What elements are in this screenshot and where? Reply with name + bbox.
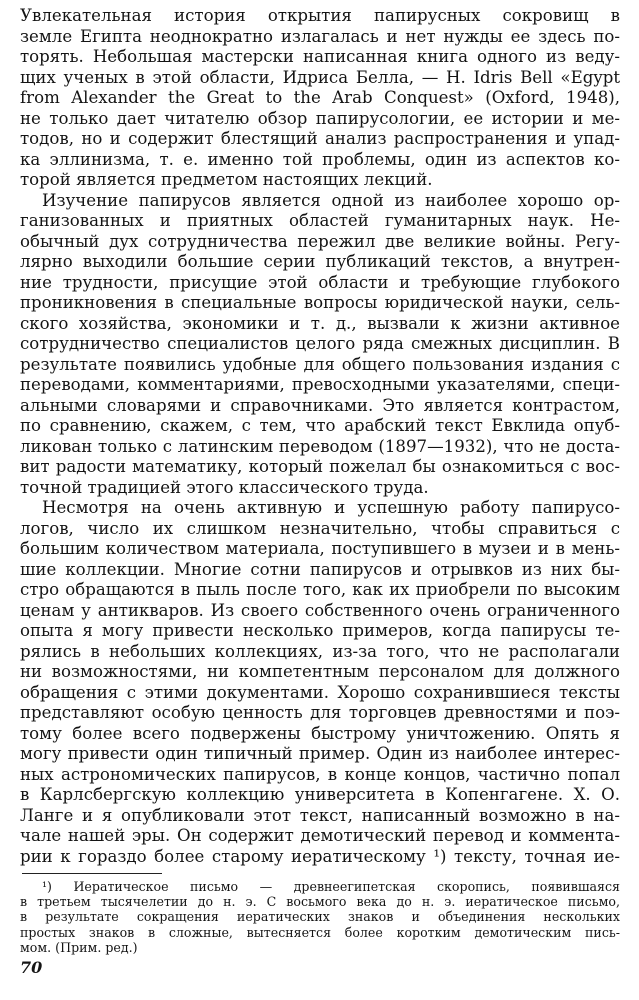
text-line: тому более всего подвержены быстрому уничтожению. Опять я — [20, 723, 620, 743]
text-line: результате появились удобные для общего пользования издания с — [20, 354, 620, 374]
text-line: стро обращаются в пыль после того, как их приобрели по высоким — [20, 580, 620, 599]
text-line: шие коллекции. Многие сотни папирусов и отрывков из них бы- — [20, 559, 620, 579]
text-line: лярно выходили большие серии публикаций текстов, а внутрен- — [20, 252, 620, 271]
text-line: ценам у антикваров. Из своего собственного очень ограниченного — [20, 600, 620, 620]
text-line: проникновения в специальные вопросы юридической науки, сель- — [20, 293, 620, 312]
text-line: Изучение папирусов является одной из наиболее хорошо ор- — [42, 190, 620, 210]
footnote-rule — [22, 873, 162, 874]
footnote-line: простых знаков в сложные, вытесняется более коротким демотическим пись- — [20, 924, 620, 940]
text-line: ского хозяйства, экономики и т. д., вызвали к жизни активное — [20, 313, 620, 333]
text-line: тодов, но и содержит блестящий анализ распространения и упад- — [20, 129, 620, 148]
text-line: обычный дух сотрудничества пережил две великие войны. Регу- — [20, 231, 620, 251]
text-line: Несмотря на очень активную и успешную работу папирусо- — [42, 498, 620, 517]
text-line: логов, число их слишком незначительно, чтобы справиться с — [20, 518, 620, 538]
text-line: точной традицией этого классического труда. — [20, 477, 429, 497]
text-line: могу привести один типичный пример. Один из наиболее интерес- — [20, 744, 620, 763]
text-line: земле Египта неоднократно излагалась и нет нужды ее здесь по- — [20, 26, 620, 46]
footnote-line: мом. (Прим. ред.) — [20, 939, 138, 955]
footnote — [20, 879, 620, 955]
text-line: альными словарями и справочниками. Это является контрастом, — [20, 395, 620, 415]
text-line: ка эллинизма, т. е. именно той проблемы, один из аспектов ко- — [20, 149, 620, 169]
text-line: не только дает читателю обзор папирусологии, ее истории и ме- — [20, 108, 620, 128]
paragraph-1 — [20, 6, 620, 191]
footnote-line: ¹) Иератическое письмо — древнеегипетская скоропись, появившаяся — [42, 879, 620, 894]
text-line: обращения с этими документами. Хорошо сохранившиеся тексты — [20, 682, 620, 702]
text-line: рялись в небольших коллекциях, из-за того, что не располагали — [20, 641, 620, 661]
text-line: Увлекательная история открытия папирусных сокровищ в — [20, 6, 620, 25]
text-line: ни возможностями, ни компетентным персоналом для должного — [20, 662, 620, 681]
text-line: from Alexander the Great to the Arab Conquest» (Oxford, 1948), — [20, 88, 620, 107]
paragraph-2 — [20, 191, 620, 499]
text-line: ликован только с латинским переводом (1897—1932), что не доста- — [20, 436, 620, 456]
text-line: ных астрономических папирусов, в конце концов, частично попал — [20, 764, 620, 784]
text-line: в Карлсбергскую коллекцию университета в Копенгагене. Х. О. — [20, 785, 620, 804]
text-line: по сравнению, скажем, с тем, что арабский текст Евклида опуб- — [20, 416, 620, 435]
paragraph-3 — [20, 498, 620, 867]
text-line: представляют особую ценность для торговцев древностями и поэ- — [20, 703, 620, 722]
text-line: ние трудности, присущие этой области и требующие глубокого — [20, 272, 620, 292]
text-line: переводами, комментариями, превосходными указателями, специ- — [20, 375, 620, 394]
text-line: рии к гораздо более старому иератическому ¹) тексту, точная ие- — [20, 846, 620, 866]
page-body — [20, 6, 620, 955]
text-line: вит радости математику, который пожелал бы ознакомиться с вос- — [20, 457, 620, 476]
page-number: 70 — [20, 958, 43, 977]
text-line: торять. Небольшая мастерски написанная книга одного из веду- — [20, 47, 620, 66]
text-line: Ланге и я опубликовали этот текст, написанный возможно в на- — [20, 805, 620, 825]
text-line: большим количеством материала, поступившего в музеи и в мень- — [20, 539, 620, 558]
text-line: щих ученых в этой области, Идриса Белла, — H. Idris Bell «Egypt — [20, 67, 620, 87]
text-line: торой является предметом настоящих лекций. — [20, 170, 433, 189]
text-line: чале нашей эры. Он содержит демотический перевод и коммента- — [20, 826, 620, 845]
text-line: ганизованных и приятных областей гуманитарных наук. Не- — [20, 211, 620, 230]
text-line: опыта я могу привести несколько примеров, когда папирусы те- — [20, 621, 620, 640]
text-line: сотрудничество специалистов целого ряда смежных дисциплин. В — [20, 334, 620, 353]
footnote-line: в третьем тысячелетии до н. э. С восьмого века до н. э. иератическое письмо, — [20, 894, 620, 910]
footnote-line: в результате сокращения иератических знаков и объединения нескольких — [20, 909, 620, 925]
